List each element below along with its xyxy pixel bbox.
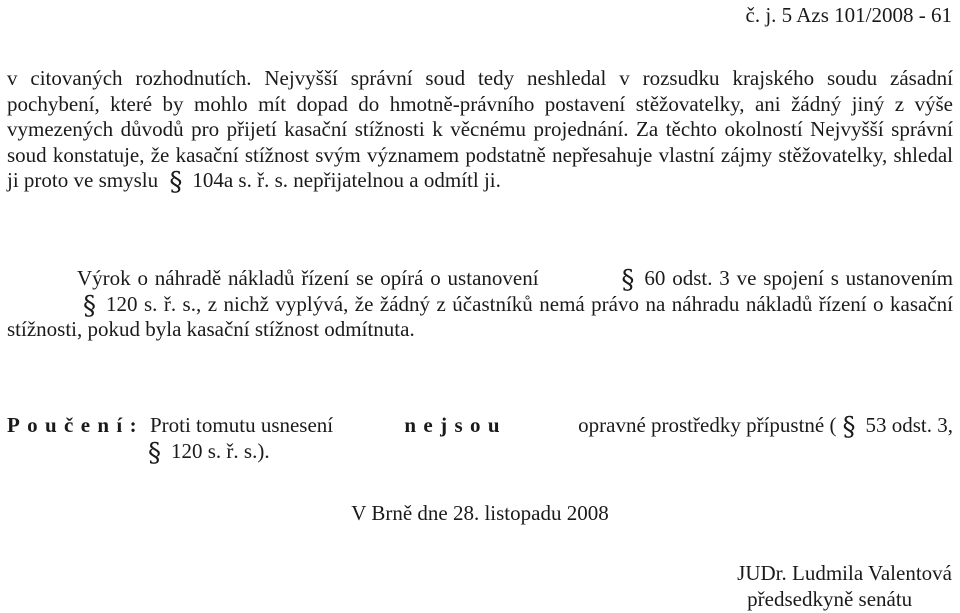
legal-notice-emphasis: nejsou: [404, 413, 507, 437]
legal-notice-line: [7, 412, 953, 442]
section-sign-icon: §: [169, 167, 183, 197]
paragraph-costs-text-3: 120 s. ř. s., z nichž vyplývá, že žádný z účastníků nemá právo na náhradu nákladů řízení o kasační stížnosti, pokud byla kasační stížnost odmítnuta.: [7, 291, 953, 341]
legal-notice: [7, 412, 953, 468]
paragraph-costs: [7, 266, 953, 343]
legal-notice-text: 53 odst. 3,: [865, 413, 953, 437]
section-sign-icon: §: [621, 265, 635, 295]
legal-notice-title: Poučení:: [7, 413, 144, 437]
judge-role: předsedkyně senátu: [747, 587, 913, 611]
paragraph-costs-text-2: 60 odst. 3 ve spojení s ustanovením: [644, 266, 953, 290]
place-and-date: V Brně dne 28. listopadu 2008: [351, 501, 609, 525]
signature-block: [737, 560, 952, 612]
judge-name: JUDr. Ludmila Valentová: [737, 561, 952, 585]
paragraph-costs-text-1: Výrok o náhradě nákladů řízení se opírá o ustanovení: [77, 266, 539, 290]
section-sign-icon: §: [148, 438, 161, 468]
paragraph-reasoning-text-2: 104a s. ř. s. nepřijatelnou a odmítl ji.: [192, 168, 501, 192]
section-sign-icon: §: [842, 412, 856, 442]
legal-notice-line: [7, 438, 953, 468]
legal-notice-text: 120 s. ř. s.).: [171, 439, 270, 463]
paragraph-reasoning: [7, 66, 953, 197]
section-sign-icon: §: [83, 290, 96, 321]
legal-notice-text: Proti tomutu usnesení: [149, 413, 334, 437]
legal-notice-text: opravné prostředky přípustné (: [578, 413, 837, 437]
case-number: č. j. 5 Azs 101/2008 - 61: [745, 3, 952, 27]
paragraph-reasoning-text-1: v citovaných rozhodnutích. Nejvyšší správní soud tedy neshledal v rozsudku krajského soudu zásadní pochybení, které by mohlo mít dopad do hmotně-právního postavení stěžovatelky, ani žádný jiný z výše vymezených důvodů pro přijetí kasační stížnosti k věcnému projednání. Za těchto okolností Nejvyšší správní soud konstatuje, že kasační stížnost svým významem podstatně nepřesahuje vlastní zájmy stěžovatelky, shledal ji proto ve smyslu: [7, 66, 953, 192]
